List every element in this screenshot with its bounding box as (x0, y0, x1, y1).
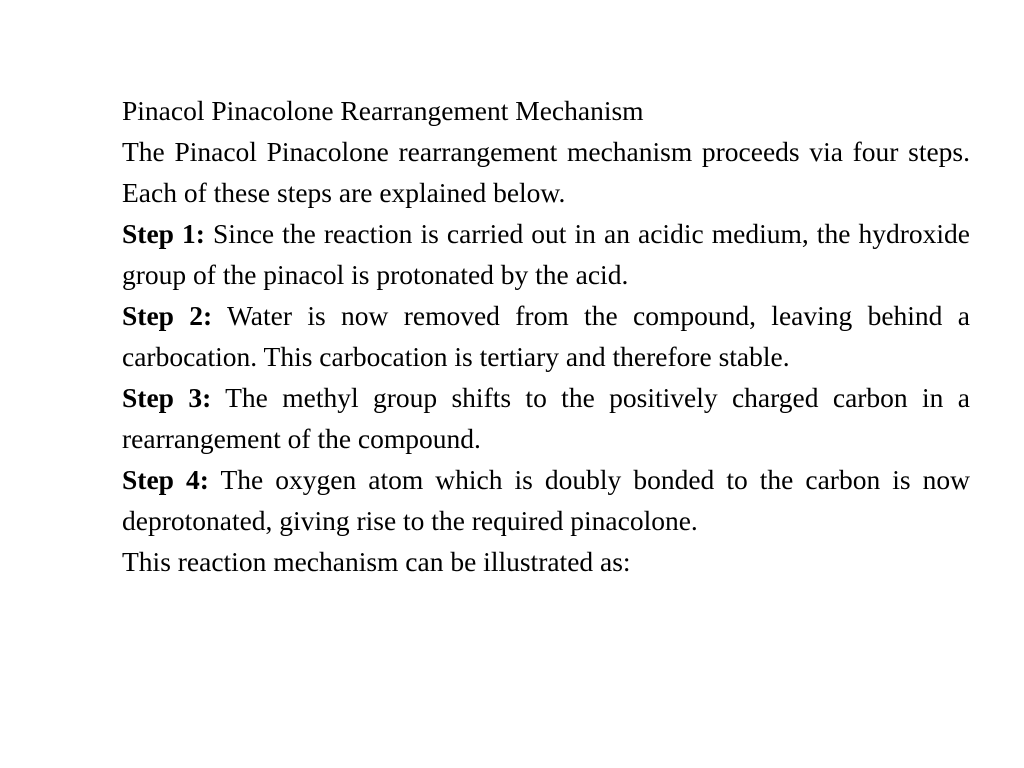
step-3-text: The methyl group shifts to the positively charged carbon in a rearrangement of the compound. (122, 382, 970, 454)
step-2-text: Water is now removed from the compound, leaving behind a carbocation. This carbocation is tertiary and therefore stable. (122, 300, 970, 372)
step-3-paragraph (122, 377, 970, 459)
step-2-paragraph (122, 295, 970, 377)
slide-title: Pinacol Pinacolone Rearrangement Mechanism (122, 95, 644, 126)
step-1-label: Step 1: (122, 218, 205, 249)
step-4-text: The oxygen atom which is doubly bonded to the carbon is now deprotonated, giving rise to the required pinacolone. (122, 464, 970, 536)
step-4-paragraph (122, 459, 970, 541)
slide-text-block (122, 90, 970, 582)
step-4-label: Step 4: (122, 464, 209, 495)
closing-paragraph: This reaction mechanism can be illustrated as: (122, 546, 631, 577)
step-2-label: Step 2: (122, 300, 213, 331)
step-1-paragraph (122, 213, 970, 295)
step-1-text: Since the reaction is carried out in an acidic medium, the hydroxide group of the pinacol is protonated by the acid. (122, 218, 970, 290)
intro-paragraph: The Pinacol Pinacolone rearrangement mechanism proceeds via four steps. Each of these steps are explained below. (122, 136, 970, 208)
step-3-label: Step 3: (122, 382, 212, 413)
